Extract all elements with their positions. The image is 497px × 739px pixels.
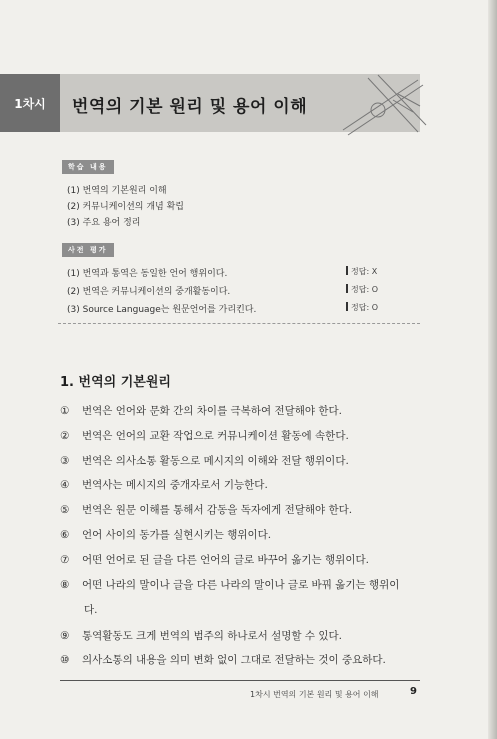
principle-item <box>60 577 399 592</box>
objective-item: (3) 주요 용어 정리 <box>67 218 141 228</box>
item-number: ① <box>60 405 70 417</box>
principle-item <box>60 453 349 468</box>
pretest-answer <box>346 284 378 295</box>
objective-item: (2) 커뮤니케이션의 개념 확립 <box>67 202 184 212</box>
item-number: ⑨ <box>60 630 70 642</box>
pretest-question: (1) 번역과 통역은 동일한 언어 행위이다. <box>67 269 228 279</box>
item-number: ⑦ <box>60 554 70 566</box>
section-divider <box>58 323 420 324</box>
item-number: ⑤ <box>60 504 70 516</box>
running-footer: 1차시 번역의 기본 원리 및 용어 이해 <box>250 690 379 699</box>
pretest-answer <box>346 266 377 277</box>
principle-item <box>60 652 386 667</box>
principle-item <box>60 502 352 517</box>
footer-rule <box>60 680 420 681</box>
item-text: 번역은 언어의 교환 작업으로 커뮤니케이션 활동에 속한다. <box>82 430 349 442</box>
pretest-question: (2) 번역은 커뮤니케이션의 중개활동이다. <box>67 287 231 297</box>
item-number: ③ <box>60 455 70 467</box>
decorative-pen-illustration <box>338 70 428 140</box>
page-number: 9 <box>410 686 417 697</box>
item-text: 번역은 언어와 문화 간의 차이를 극복하여 전달해야 한다. <box>82 405 342 417</box>
item-text: 번역은 원문 이해를 통해서 감동을 독자에게 전달해야 한다. <box>82 504 353 516</box>
item-text: 언어 사이의 동가를 실현시키는 행위이다. <box>82 529 272 541</box>
answer-text: 정답: O <box>351 303 378 312</box>
answer-marker <box>346 266 348 275</box>
item-number: ⑩ <box>60 654 70 666</box>
item-number: ⑧ <box>60 579 70 591</box>
item-text: 의사소통의 내용을 의미 변화 없이 그대로 전달하는 것이 중요하다. <box>82 654 386 666</box>
principle-item <box>60 428 349 443</box>
answer-marker <box>346 284 348 293</box>
section-title: 1. 번역의 기본원리 <box>60 375 171 390</box>
item-text: 통역활동도 크게 번역의 범주의 하나로서 설명할 수 있다. <box>82 630 342 642</box>
answer-text: 정답: O <box>351 285 378 294</box>
principle-item <box>60 552 369 567</box>
principle-item <box>60 403 342 418</box>
principle-item-continuation: 다. <box>84 604 98 616</box>
item-text: 어떤 언어로 된 글을 다른 언어의 글로 바꾸어 옮기는 행위이다. <box>82 554 369 566</box>
book-spine-shadow <box>488 0 497 739</box>
item-number: ④ <box>60 479 70 491</box>
item-number: ② <box>60 430 70 442</box>
pretest-answer <box>346 302 378 313</box>
item-text: 어떤 나라의 말이나 글을 다른 나라의 말이나 글로 바꿔 옮기는 행위이 <box>82 579 400 591</box>
objective-item: (1) 번역의 기본원리 이해 <box>67 186 167 196</box>
principle-item <box>60 628 342 643</box>
answer-text: 정답: X <box>351 267 378 276</box>
lesson-title: 번역의 기본 원리 및 용어 이해 <box>72 97 308 117</box>
principle-item <box>60 477 268 492</box>
pretest-question: (3) Source Language는 원문언어를 가리킨다. <box>67 305 257 315</box>
item-number: ⑥ <box>60 529 70 541</box>
principle-item <box>60 527 271 542</box>
pretest-label: 사전 평가 <box>62 243 114 257</box>
item-text: 번역사는 메시지의 중개자로서 기능한다. <box>82 479 268 491</box>
lesson-tab: 1차시 <box>0 74 60 132</box>
item-text: 번역은 의사소통 활동으로 메시지의 이해와 전달 행위이다. <box>82 455 349 467</box>
answer-marker <box>346 302 348 311</box>
objectives-label: 학습 내용 <box>62 160 114 174</box>
